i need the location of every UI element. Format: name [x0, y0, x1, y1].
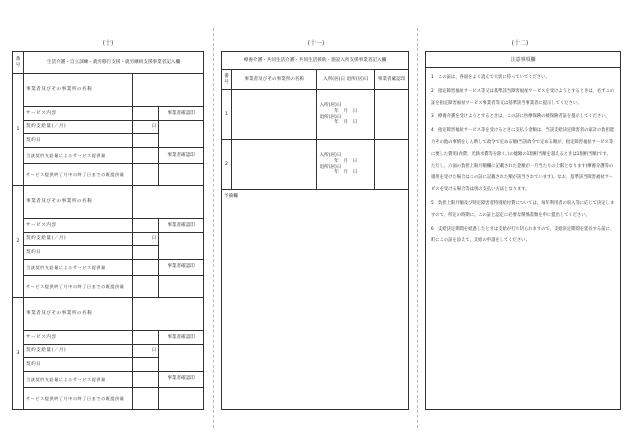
- service-label: サービス内容: [23, 219, 132, 233]
- office-name-label: 事業者及びその事業所の名称: [23, 297, 132, 330]
- contract-date-label: 契約日: [23, 246, 132, 260]
- confirm-stamp-field[interactable]: [159, 120, 204, 147]
- note-item: 4 指定障害福祉サービス等を受けるときに支払う金額は、当該支給決定障害者の家計の負担能力その他の事情をしん酌して政令で定める額(当該政令で定める額が、指定障害福祉サービス等に要した費用(食費、光熱水費等を除く。)の総額の1割相当額を超えるときは1割相当額)です。ただし、六面の負担上限月額欄に記載された金額が一月当たりの上限となります(療養介護等の適用を受けた場合はこの証に記載された額が該当されています)。なお、基準該当障害福祉サービスを受ける場合等は別の支払い方法となります。: [431, 128, 615, 193]
- confirm-label: 事業者確認印: [159, 107, 204, 121]
- cumulative-label: サービス提供終了月中の終了日までの既提供量: [23, 387, 132, 409]
- date-format: 年 月 日: [334, 120, 358, 126]
- provision-field[interactable]: [133, 371, 159, 387]
- date-format: 年 月 日: [334, 108, 358, 114]
- service-label: サービス内容: [23, 107, 132, 121]
- reserve-box[interactable]: [221, 190, 409, 410]
- provision-field[interactable]: [133, 147, 159, 163]
- note-item: 5 負担上限月額及び特定障害者特別給付費については、毎年利用者の収入等に応じて決定しますので、所定の時期に、この証と認定に必要な関係書類を申に提出してください。: [431, 200, 615, 218]
- contract-date-field[interactable]: [133, 246, 159, 260]
- confirm-stamp-field[interactable]: [375, 140, 409, 190]
- contract-date-field[interactable]: [133, 134, 159, 148]
- page-number-right: (十二): [511, 40, 529, 47]
- panel2-num-header: 番号: [222, 70, 232, 90]
- entry-date-label: 入所(居)日: [319, 103, 342, 109]
- page-number-left: (十): [102, 40, 114, 47]
- provision-label: 当該契約支給量によるサービス提供量: [23, 259, 132, 275]
- office-name-label: 事業者及びその事業所の名称: [23, 186, 132, 219]
- reserve-label: 予備欄: [224, 194, 238, 199]
- dates-field[interactable]: [317, 140, 375, 190]
- contract-date-label: 契約日: [23, 358, 132, 372]
- provision-field[interactable]: [133, 259, 159, 275]
- panel2-confirm-header: 事業者確認印: [375, 70, 409, 90]
- service-label: サービス内容: [23, 331, 132, 345]
- confirm-label: 事業者確認印: [159, 219, 204, 233]
- confirm-label: 事業者確認印: [159, 259, 204, 275]
- confirm-stamp-field[interactable]: [159, 387, 204, 409]
- date-format: 年 月 日: [334, 170, 358, 176]
- panel1-num-header: 番号: [13, 52, 24, 74]
- confirm-stamp-field[interactable]: [159, 275, 204, 297]
- office-name-label: 事業者及びその事業所の名称: [23, 74, 132, 107]
- office-name-field[interactable]: [133, 74, 204, 107]
- amount-unit: 日: [133, 120, 159, 134]
- confirm-label: 事業者確認印: [159, 371, 204, 387]
- confirm-stamp-field[interactable]: [159, 163, 204, 185]
- exit-date-label: 退所(居)日: [319, 164, 342, 170]
- service-field[interactable]: [133, 107, 159, 121]
- office-name-field[interactable]: [133, 297, 204, 330]
- panel2-office-header: 事業者及びその事業所の名称: [231, 70, 316, 90]
- provision-label: 当該契約支給量によるサービス提供量: [23, 147, 132, 163]
- note-item: 6 支給決定期間を経過したときは支給が打ち切られますので、支給決定期間を延長する前に、町にこの証を添えて、支給の申請をしてください。: [431, 226, 615, 244]
- confirm-stamp-field[interactable]: [159, 232, 204, 259]
- entry-number: 2: [222, 140, 232, 190]
- entry-number: 3: [13, 297, 24, 409]
- office-name-field[interactable]: [231, 90, 316, 140]
- entry-date-label: 入所(居)日: [319, 153, 342, 159]
- confirm-stamp-field[interactable]: [375, 90, 409, 140]
- notes-title: 注意事項欄: [426, 52, 620, 68]
- office-name-field[interactable]: [231, 140, 316, 190]
- page-number-middle: (十一): [307, 40, 325, 47]
- amount-unit: 日: [133, 232, 159, 246]
- confirm-label: 事業者確認印: [159, 147, 204, 163]
- cumulative-field[interactable]: [133, 387, 159, 409]
- entry-number: 2: [13, 186, 24, 298]
- amount-label: 契約支給量(／月): [23, 232, 132, 246]
- cumulative-field[interactable]: [133, 275, 159, 297]
- panel2-dates-header: 入所(居)日 退所(居)日: [317, 70, 375, 90]
- confirm-stamp-field[interactable]: [159, 344, 204, 371]
- panel2-table: [221, 51, 409, 190]
- contract-date-field[interactable]: [133, 358, 159, 372]
- amount-unit: 日: [133, 344, 159, 358]
- exit-date-label: 退所(居)日: [319, 114, 342, 120]
- note-item: 2 指定障害福祉サービス等又は基準該当障害福祉サービスを受けようとするときは、必ずこの証を指定障害福祉サービス事業者等又は基準該当事業者に提示してください。: [431, 88, 615, 106]
- notes-list: [426, 68, 620, 247]
- amount-label: 契約支給量(／月): [23, 344, 132, 358]
- panel2-title: 療養介護・共同生活介護・共同生活援助・施設入所支援事業者記入欄: [222, 52, 409, 70]
- fold-line-2: [417, 28, 418, 428]
- cumulative-label: サービス提供終了月中の終了日までの既提供量: [23, 163, 132, 185]
- fold-line-1: [213, 28, 214, 428]
- date-format: 年 月 日: [334, 158, 358, 164]
- entry-number: 1: [222, 90, 232, 140]
- amount-label: 契約支給量(／月): [23, 120, 132, 134]
- notes-panel: [425, 51, 621, 410]
- provision-label: 当該契約支給量によるサービス提供量: [23, 371, 132, 387]
- note-item: 3 療養介護を受けようとするときは、この証に医療保険の被保険者証を提示してください。: [431, 114, 610, 120]
- service-field[interactable]: [133, 331, 159, 345]
- dates-field[interactable]: [317, 90, 375, 140]
- panel1-table: [12, 51, 204, 410]
- confirm-label: 事業者確認印: [159, 331, 204, 345]
- office-name-field[interactable]: [133, 186, 204, 219]
- entry-number: 1: [13, 74, 24, 186]
- cumulative-label: サービス提供終了月中の終了日までの既提供量: [23, 275, 132, 297]
- contract-date-label: 契約日: [23, 134, 132, 148]
- note-item: 1 この証は、各面をよく読んで大切に持っていてください。: [431, 75, 550, 80]
- cumulative-field[interactable]: [133, 163, 159, 185]
- service-field[interactable]: [133, 219, 159, 233]
- panel1-title: 生活介護・自立訓練・就労移行支援・就労継続支援事業者記入欄: [23, 52, 203, 74]
